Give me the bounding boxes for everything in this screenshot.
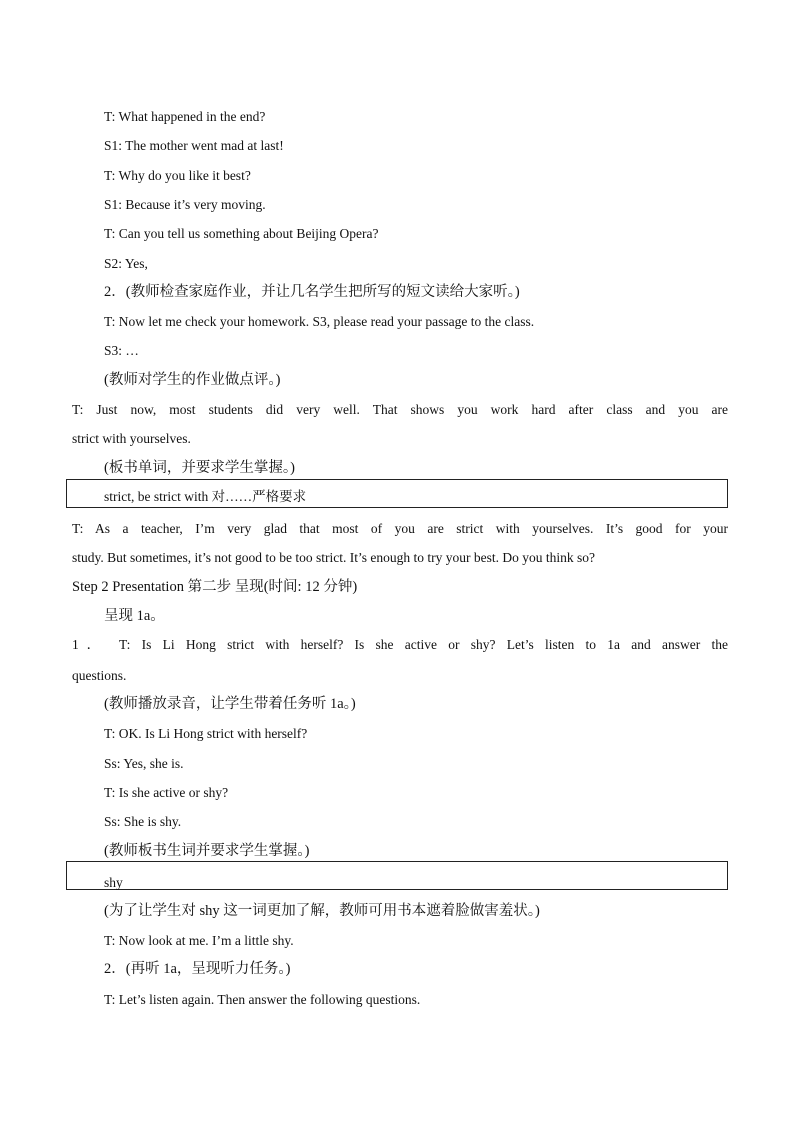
dialogue-line: T: Now let me check your homework. S3, please read your passage to the class. [104,314,535,329]
instruction-line: 2．(教师检查家庭作业，并让几名学生把所写的短文读给大家听。) [104,284,520,300]
paragraph-line: T: As a teacher, I’m very glad that most of you are strict with yourselves. It’s good for your [72,521,728,536]
vocabulary-box [66,861,728,890]
dialogue-line: S2: Yes, [104,256,148,271]
instruction-line: (板书单词，并要求学生掌握。) [104,460,295,476]
vocabulary-text: shy [104,875,123,890]
dialogue-line: S3: … [104,343,139,358]
dialogue-line: S1: The mother went mad at last! [104,138,284,153]
paragraph-line: study. But sometimes, it’s not good to be too strict. It’s enough to try your best. Do you think so? [72,550,595,565]
dialogue-line: Ss: Yes, she is. [104,756,184,771]
vocabulary-box [66,479,728,508]
paragraph-line: 1． T: Is Li Hong strict with herself? Is she active or shy? Let’s listen to 1a and answer the [72,637,728,652]
instruction-line: (教师播放录音，让学生带着任务听 1a。) [104,696,356,712]
dialogue-line: T: OK. Is Li Hong strict with herself? [104,726,308,741]
dialogue-line: T: Can you tell us something about Beijing Opera? [104,226,379,241]
dialogue-line: T: Now look at me. I’m a little shy. [104,933,294,948]
instruction-line: (为了让学生对 shy 这一词更加了解，教师可用书本遮着脸做害羞状。) [104,903,540,919]
instruction-line: 呈现 1a。 [104,608,165,624]
dialogue-line: T: Why do you like it best? [104,168,251,183]
vocabulary-text: strict, be strict with 对……严格要求 [104,489,307,504]
dialogue-line: Ss: She is shy. [104,814,182,829]
dialogue-line: T: What happened in the end? [104,109,266,124]
dialogue-line: S1: Because it’s very moving. [104,197,266,212]
dialogue-line: T: Is she active or shy? [104,785,229,800]
step-heading: Step 2 Presentation 第二步 呈现(时间: 12 分钟) [72,579,358,595]
dialogue-line: T: Let’s listen again. Then answer the following questions. [104,992,421,1007]
paragraph-line: T: Just now, most students did very well. That shows you work hard after class and you are [72,402,728,417]
instruction-line: 2．(再听 1a，呈现听力任务。) [104,961,291,977]
paragraph-line: strict with yourselves. [72,431,191,446]
instruction-line: (教师对学生的作业做点评。) [104,372,281,388]
instruction-line: (教师板书生词并要求学生掌握。) [104,843,310,859]
paragraph-line: questions. [72,668,127,683]
